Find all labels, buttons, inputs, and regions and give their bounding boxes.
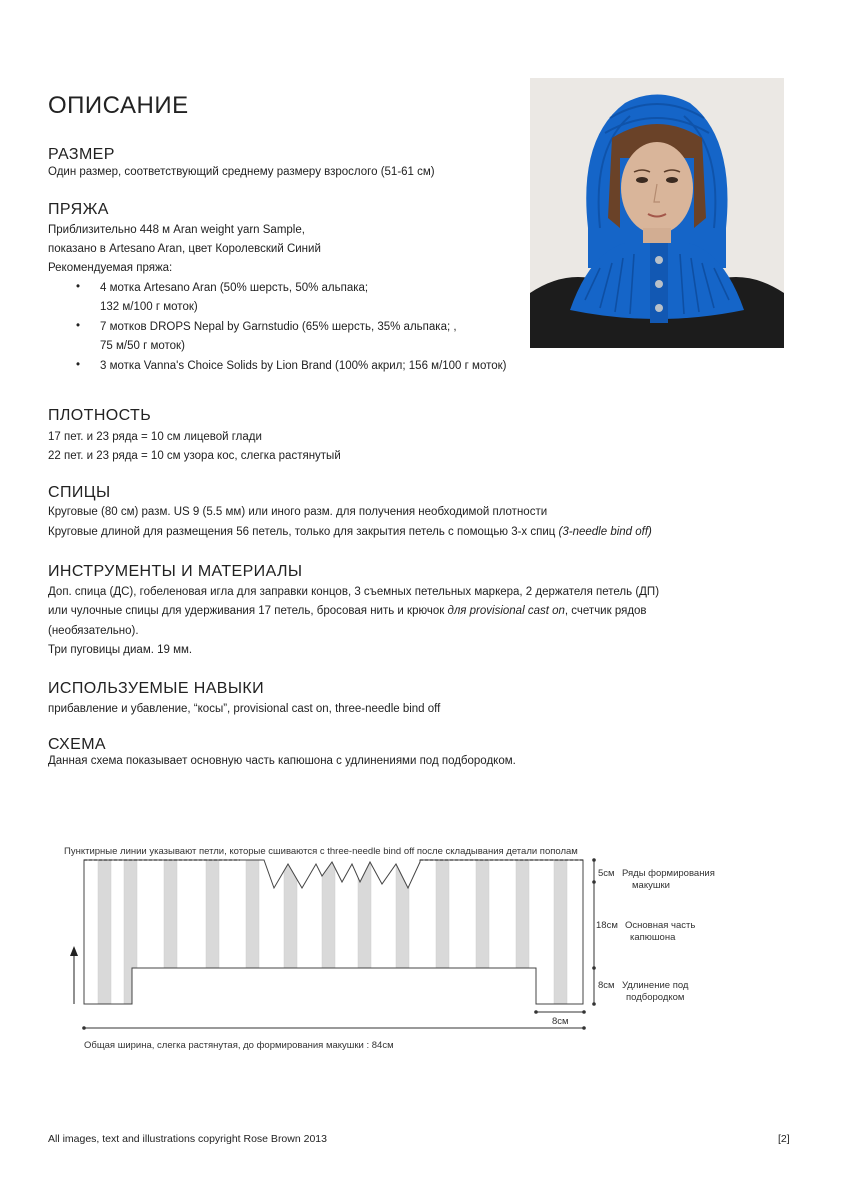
notions-heading: ИНСТРУМЕНТЫ И МАТЕРИАЛЫ [48, 563, 303, 580]
needles-heading: СПИЦЫ [48, 484, 111, 501]
bullet-icon: • [76, 359, 81, 371]
chin-size: 8см [598, 980, 615, 991]
schematic-heading: СХЕМА [48, 736, 106, 753]
main-size: 18см [596, 920, 618, 931]
extension-width: 8см [552, 1016, 569, 1027]
yarn-line-2: показано в Artesano Aran, цвет Королевский Синий [48, 243, 321, 255]
skills-heading: ИСПОЛЬЗУЕМЫЕ НАВЫКИ [48, 680, 265, 697]
yarn-item-1-line-1: 4 мотка Artesano Aran (50% шерсть, 50% альпака; [100, 282, 369, 294]
main-label-1: Основная часть [625, 920, 696, 931]
page-title: ОПИСАНИЕ [48, 92, 189, 119]
needles-line-2-text: Круговые длиной для размещения 56 петель, только для закрытия петель с помощью 3-х спиц [48, 526, 559, 538]
size-text: Один размер, соответствующий среднему размеру взрослого (51-61 см) [48, 166, 435, 178]
crown-label-1: Ряды формирования [622, 868, 715, 879]
schematic-svg [60, 838, 740, 1058]
crown-label-2: макушки [632, 880, 670, 891]
hood-photo [530, 78, 784, 348]
size-heading: РАЗМЕР [48, 146, 115, 163]
schematic-diagram [60, 838, 740, 1063]
bullet-icon: • [76, 281, 81, 293]
yarn-item-2-line-2: 75 м/50 г моток) [100, 340, 185, 352]
total-width-label: Общая ширина, слегка растянутая, до формирования макушки : 84см [84, 1040, 394, 1051]
notions-line-4: Три пуговицы диам. 19 мм. [48, 644, 193, 656]
notions-line-2b: , счетчик рядов [564, 605, 647, 617]
main-label-2: капюшона [630, 932, 676, 943]
yarn-item-2-line-1: 7 мотков DROPS Nepal by Garnstudio (65% шерсть, 35% альпака; , [100, 321, 457, 333]
needles-line-2-italic: (3-needle bind off) [558, 526, 652, 538]
needles-line-2 [48, 526, 652, 538]
bullet-icon: • [76, 320, 81, 332]
chin-label-2: подбородком [626, 992, 685, 1003]
copyright: All images, text and illustrations copyright Rose Brown 2013 [48, 1133, 327, 1145]
yarn-item-3-line-1: 3 мотка Vanna's Choice Solids by Lion Brand (100% акрил; 156 м/100 г моток) [100, 360, 507, 372]
yarn-line-3: Рекомендуемая пряжа: [48, 262, 173, 274]
gauge-line-1: 17 пет. и 23 ряда = 10 см лицевой глади [48, 431, 262, 443]
notions-line-3: (необязательно). [48, 625, 139, 637]
chin-label-1: Удлинение под [622, 980, 689, 991]
needles-line-1: Круговые (80 см) разм. US 9 (5.5 мм) или иного разм. для получения необходимой плотности [48, 506, 548, 518]
crown-size: 5см [598, 868, 615, 879]
schematic-body [84, 860, 584, 1004]
gauge-heading: ПЛОТНОСТЬ [48, 407, 152, 424]
yarn-heading: ПРЯЖА [48, 201, 109, 218]
yarn-line-1: Приблизительно 448 м Aran weight yarn Sample, [48, 224, 305, 236]
skills-text: прибавление и убавление, “косы”, provisional cast on, three-needle bind off [48, 703, 441, 715]
page-number: [2] [778, 1133, 790, 1145]
notions-line-2 [48, 605, 647, 617]
yarn-item-1-line-2: 132 м/100 г моток) [100, 301, 198, 313]
notions-line-1: Доп. спица (ДС), гобеленовая игла для заправки концов, 3 съемных петельных маркера, 2 держателя петель (ДП) [48, 586, 660, 598]
notions-line-2-italic: для provisional cast on [447, 605, 565, 617]
gauge-line-2: 22 пет. и 23 ряда = 10 см узора кос, слегка растянутый [48, 450, 341, 462]
schematic-top-note: Пунктирные линии указывают петли, которые сшиваются с three-needle bind off после складывания детали пополам [64, 846, 578, 857]
hood-photo-image [530, 78, 784, 348]
notions-line-2a: или чулочные спицы для удерживания 17 петель, бросовая нить и крючок [48, 605, 448, 617]
schematic-text: Данная схема показывает основную часть капюшона с удлинениями под подбородком. [48, 755, 516, 767]
